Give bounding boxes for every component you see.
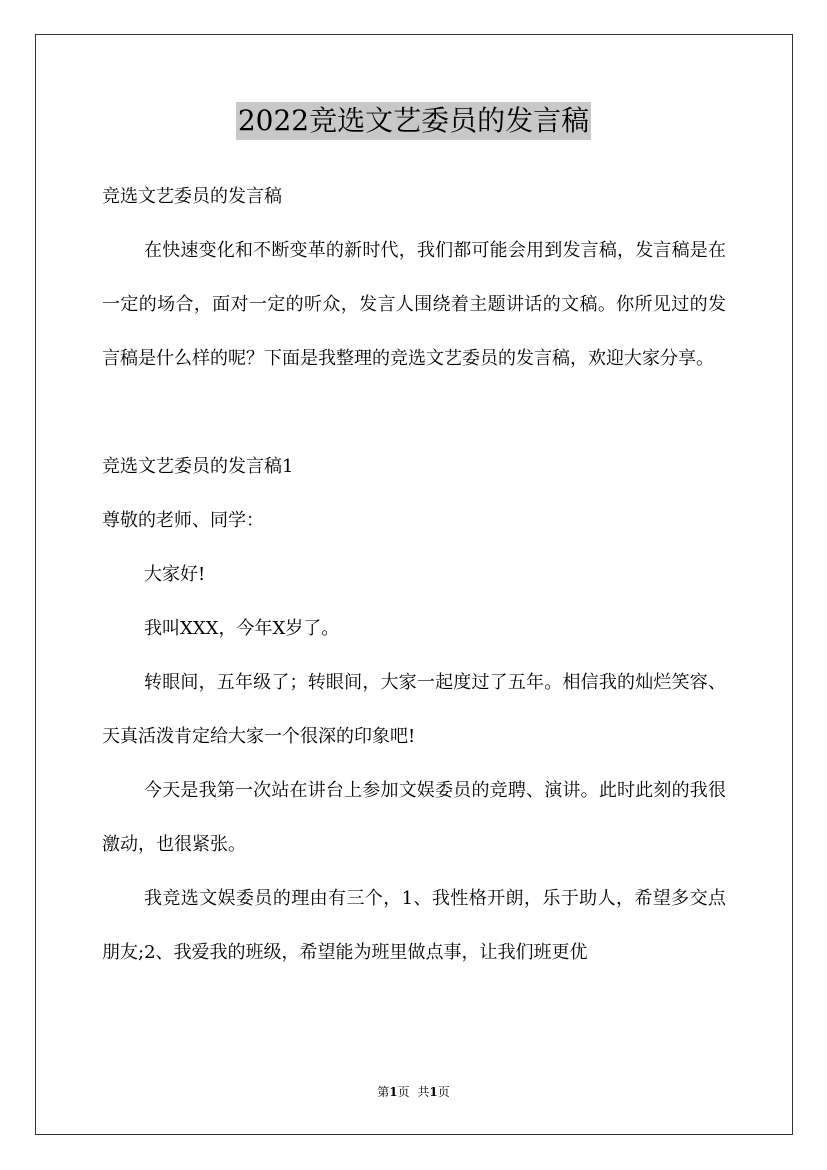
section-heading: 竞选文艺委员的发言稿1 xyxy=(102,456,294,477)
body-paragraph: 我叫XXX，今年X岁了。 xyxy=(144,618,340,639)
document-subtitle: 竞选文艺委员的发言稿 xyxy=(102,186,282,207)
salutation: 尊敬的老师、同学： xyxy=(102,510,264,531)
document-title: 2022竞选文艺委员的发言稿 xyxy=(236,102,591,140)
page-footer xyxy=(0,1083,827,1101)
document-body xyxy=(102,170,726,980)
total-prefix: 共 xyxy=(417,1085,430,1099)
title-container xyxy=(0,102,827,140)
page-prefix: 第 xyxy=(377,1085,390,1099)
body-paragraph: 我竞选文娱委员的理由有三个，1、我性格开朗，乐于助人，希望多交点朋友;2、我爱我的班级，希望能为班里做点事，让我们班更优 xyxy=(102,888,726,963)
body-paragraph: 今天是我第一次站在讲台上参加文娱委员的竞聘、演讲。此时此刻的我很激动，也很紧张。 xyxy=(102,780,726,855)
total-suffix: 页 xyxy=(437,1085,450,1099)
greeting: 大家好! xyxy=(144,564,206,585)
page-number: 1 xyxy=(389,1085,398,1099)
total-pages: 1 xyxy=(429,1085,438,1099)
intro-paragraph: 在快速变化和不断变革的新时代，我们都可能会用到发言稿，发言稿是在一定的场合，面对一定的听众，发言人围绕着主题讲话的文稿。你所见过的发言稿是什么样的呢？下面是我整理的竞选文艺委员的发言稿，欢迎大家分享。 xyxy=(102,240,726,369)
body-paragraph: 转眼间，五年级了；转眼间，大家一起度过了五年。相信我的灿烂笑容、天真活泼肯定给大家一个很深的印象吧! xyxy=(102,672,726,747)
page-suffix: 页 xyxy=(397,1085,410,1099)
